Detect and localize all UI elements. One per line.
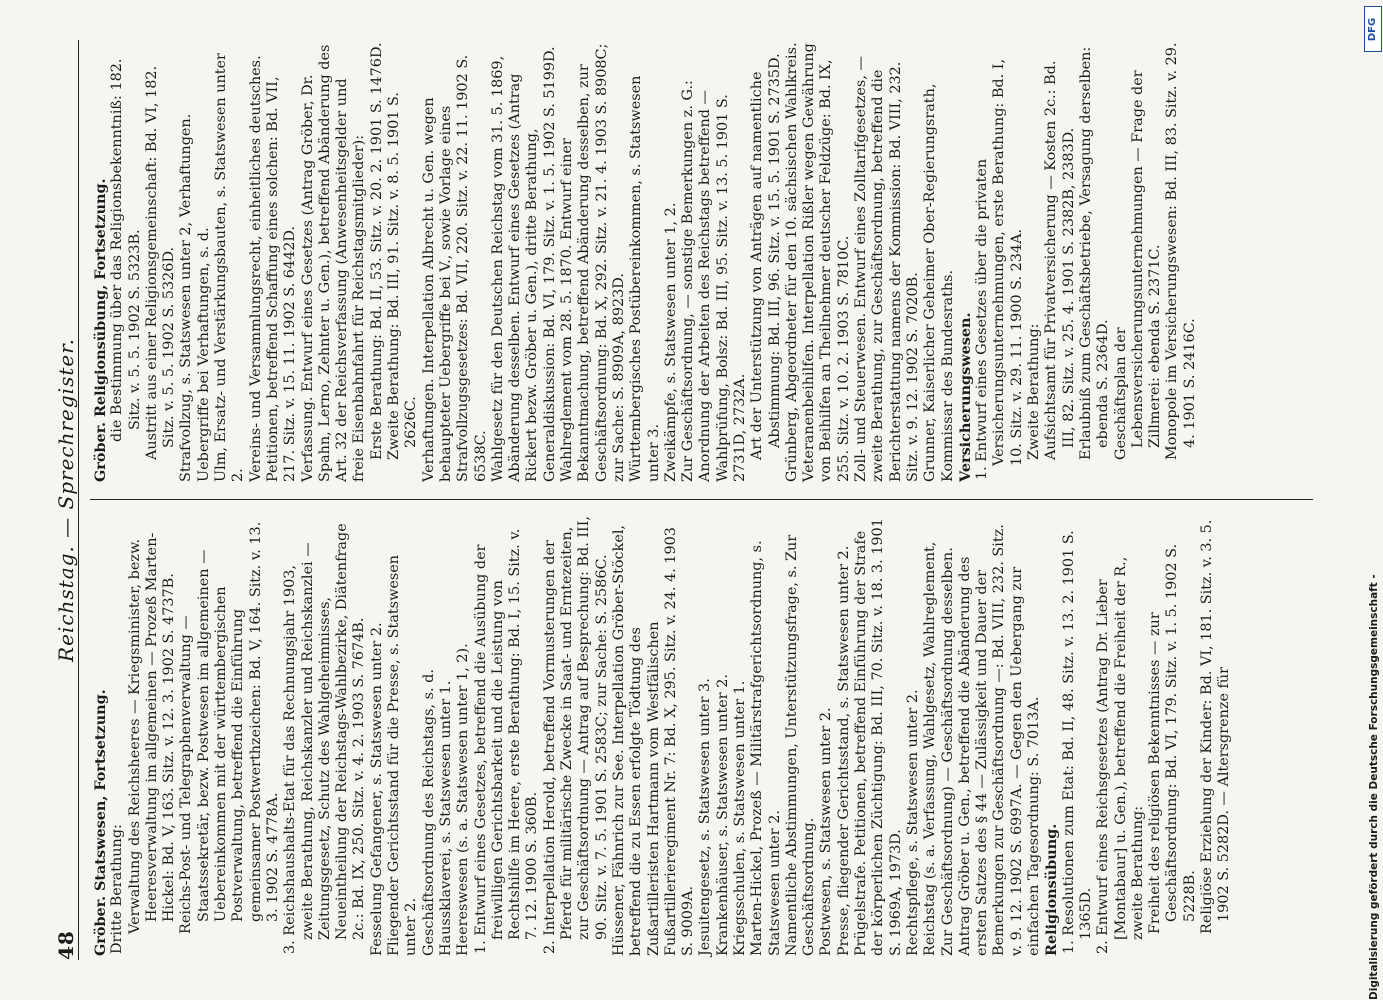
- index-entry: Verfassung. Entwurf eines Gesetzes (Antrag Gröber, Dr. Spahn, Lerno, Zehnter u. Gen.), betreffend Abänderung des Art. 32 der Reichsverfassung (Anwesenheitsgelder und freie Eisenbahnfahrt für Reichstagsmitglieder):: [299, 44, 368, 482]
- index-entry: 1. Entwurf eines Gesetzes über die privaten Versicherungsunternehmungen, erste Berathung: Bd. I, 10. Sitz. v. 29. 11. 1900 S. 234A.: [974, 58, 1025, 480]
- index-entry: Reichstag (s. a. Verfassung, Wahlgesetz, Wahlreglement, Zur Geschäftsordnung) — Geschäftsordnung desselben. Antrag Gröber u. Gen., betreffend die Abänderung des ersten Satzes des § 44 — Zulässigkeit und Dauer der Bemerkungen zur Geschäftsordnung —: Bd. VIII, 232. Sitz. v. 9. 12. 1902 S. 6997A. — Gegen den Uebergang zur einfachen Tagesordnung: S. 7013A.: [922, 524, 1043, 956]
- index-entry: Heereswesen (s. a. Statswesen unter 1, 2).: [455, 643, 472, 956]
- index-entry: die Bestimmung über das Religionsbekenntniß: 182. Sitz. v. 5. 5. 1902 S. 5323B.: [109, 58, 143, 442]
- index-entry: Ulm, Ersatz- und Verstärkungsbauten, s. Statswesen unter 2.: [213, 53, 247, 482]
- index-entry: Vereins- und Versammlungsrecht, einheitliches deutsches. Petitionen, betreffend Schaffung eines solchen: Bd. VII, 217. Sitz. v. 15. 11. 1902 S. 6442D.: [247, 55, 299, 482]
- index-entry: Zweikämpfe, s. Statswesen unter 1, 2.: [662, 202, 679, 482]
- index-entry: Geschäftsplan der Lebensversicherungsunternehmungen — Frage der Zillmerei: ebenda S. 2371C.: [1112, 70, 1164, 460]
- index-entry: Freiheit des religiösen Bekenntnisses — zur Geschäftsordnung: Bd. VI, 179. Sitz. v. 1. 5. 1902 S. 5228B.: [1147, 543, 1198, 934]
- running-title: Reichstag. — Sprechregister.: [54, 338, 78, 662]
- index-entry: Art der Unterstützung von Anträgen auf namentliche Abstimmung: Bd. III, 96. Sitz. v. 15. 5. 1901 S. 2735D.: [749, 53, 783, 460]
- index-entry: Haussklaverei, s. Statswesen unter 1.: [437, 680, 454, 956]
- index-entry: Gröber. Statswesen, Fortsetzung.: [92, 689, 109, 956]
- index-entry: Presse, fliegender Gerichtsstand, s. Statswesen unter 2.: [835, 545, 852, 956]
- index-entry: Jesuitengesetz, s. Statswesen unter 3.: [697, 678, 714, 956]
- index-entry: 1. Entwurf eines Gesetzes, betreffend die Ausübung der freiwilligen Gerichtsbarkeit und die Leistung von Rechtshilfe im Heere, erste Berathung: Bd. I, 15. Sitz. v. 7. 12. 1900 S. 360B.: [472, 528, 541, 954]
- index-entry: Krankenhäuser, s. Statswesen unter 2.: [714, 674, 731, 956]
- left-column: [92, 516, 1234, 956]
- column-divider: [90, 499, 1313, 500]
- index-entry: 2. Interpellation Herold, betreffend Vormusterungen der Pferde für militärische Zwecke in Saat- und Erntezeiten, zur Geschäftsordnung — Antrag auf Besprechung: Bd. III, 90. Sitz. v. 7. 5. 1901 S. 2583C; zur Sache: S. 2586C.: [541, 516, 610, 954]
- index-entry: Austritt aus einer Religionsgemeinschaft: Bd. VI, 182. Sitz. v. 5. 5. 1902 S. 5326D.: [143, 65, 178, 460]
- index-entry: Grunner, Kaiserlicher Geheimer Ober-Regierungsrath, Kommissar des Bundesraths.: [922, 83, 956, 482]
- index-entry: Württembergisches Postübereinkommen, s. Statswesen unter 3.: [628, 75, 662, 482]
- index-entry: Wahlreglement vom 28. 5. 1870. Entwurf einer Bekanntmachung, betreffend Abänderung desselben, zur Geschäftsordnung: Bd. X, 292. Sitz. v. 21. 4. 1903 S. 8908C; zur Sache: S. 8909A, 8923D.: [559, 43, 627, 482]
- index-entry: 2. Entwurf eines Reichsgesetzes (Antrag Dr. Lieber [Montabaur] u. Gen.), betreffend die Freiheit der R., zweite Berathung:: [1095, 556, 1146, 954]
- index-entry: Grünberg, Abgeordneter für den 10. sächsischen Wahlkreis.: [783, 42, 800, 482]
- index-entry: Zur Geschäftsordnung, — sonstige Bemerkungen z. G.: Anordnung der Arbeiten des Reichstags betreffend — Wahlprüfung, Bolsz: Bd. III, 95. Sitz. v. 13. 5. 1901 S. 2731D, 2732A.: [680, 80, 748, 482]
- index-entry: Dritte Berathung:: [109, 824, 126, 954]
- page-number: 48: [54, 930, 78, 960]
- index-entry: Erste Berathung: Bd. II, 53. Sitz. v. 20. 2. 1901 S. 1476D.: [368, 42, 385, 460]
- digitization-credit: [1364, 380, 1380, 1000]
- index-entry: Aufsichtsamt für Privatversicherung — Kosten 2c.: Bd. III, 82. Sitz. v. 25. 4. 1901 S. 2382B, 2383D.: [1043, 60, 1077, 460]
- index-entry: Zweite Berathung: Bd. III, 91. Sitz. v. 8. 5. 1901 S. 2626C.: [386, 92, 420, 460]
- index-entry: Postwesen, s. Statswesen unter 2.: [818, 707, 835, 956]
- index-entry: Namentliche Abstimmungen, Unterstützungsfrage, s. Zur Geschäftsordnung.: [783, 534, 818, 956]
- header-rule: [78, 40, 79, 960]
- index-entry: Zweite Berathung:: [1026, 323, 1043, 460]
- index-entry: Marten-Hickel, Prozeß — Militärstrafgerichtsordnung, s. Statswesen unter 2.: [749, 540, 783, 956]
- index-entry: Wahlgesetz für den Deutschen Reichstag vom 31. 5. 1869, Abänderung desselben. Entwurf eines Gesetzes (Antrag Rickert bezw. Gröber u. Gen.), dritte Berathung, Generaldiskussion: Bd. VI, 179. Sitz. v. 1. 5. 1902 S. 5199D.: [489, 46, 558, 482]
- index-entry: Gröber. Religionsübung, Fortsetzung.: [92, 178, 109, 482]
- credit-text: Digitalisierung gefördert durch die Deutsche Forschungsgemeinschaft -: [1368, 574, 1380, 1000]
- dfg-logo: [1364, 6, 1382, 52]
- right-column: [92, 42, 1199, 482]
- index-entry: Religiöse Erziehung der Kinder: Bd. VI, 181. Sitz. v. 3. 5. 1902 S. 5282D. — Altersgrenze für: [1199, 519, 1233, 934]
- index-entry: Strafvollzug, s. Statswesen unter 2, Verhaftungen.: [178, 113, 195, 482]
- index-entry: Veteranenbeihilfen. Interpellation Rißler wegen Gewährung von Beihilfen an Theilnehmer deutscher Feldzüge: Bd. IX, 255. Sitz. v. 10. 2. 1903 S. 7810C.: [801, 43, 852, 482]
- dfg-logo-text: DFG: [1367, 17, 1379, 41]
- index-entry: Fesselung Gefangener, s. Statswesen unter 2.: [368, 622, 385, 956]
- index-entry: 3. Reichshaushalts-Etat für das Rechnungsjahr 1903, zweite Berathung, Reichskanzler und Reichskanzlei — Zeitungsgesetz, Schutz des Wahlgeheimnisses, Neueintheilung der Reichstags-Wahlbezirke, Diätenfrage 2c.: Bd. IX, 250. Sitz. v. 4. 2. 1903 S. 7674B.: [282, 523, 368, 954]
- index-entry: Verwaltung des Reichsheeres — Kriegsminister, bezw. Heeresverwaltung im allgemeinen — Prozeß Marten-Hickel: Bd. V, 163. Sitz. v. 12. 3. 1902 S. 4737B.: [126, 532, 178, 934]
- index-entry: Zoll- und Steuerwesen. Entwurf eines Zolltarifgesetzes, — zweite Berathung, zur Geschäftsordnung, betreffend die Berichterstattung namens der Kommission: Bd. VIII, 232. Sitz. v. 9. 12. 1902 S. 7020B.: [853, 56, 921, 482]
- index-entry: Fliegender Gerichtsstand für die Presse, s. Statswesen unter 2.: [386, 554, 420, 956]
- index-entry: 1. Resolutionen zum Etat: Bd. II, 48. Sitz. v. 13. 2. 1901 S. 1365D.: [1060, 530, 1094, 954]
- index-entry: Monopole im Versicherungswesen: Bd. III, 83. Sitz. v. 29. 4. 1901 S. 2416C.: [1164, 42, 1198, 460]
- index-entry: Kriegsschulen, s. Statswesen unter 1.: [731, 680, 748, 956]
- index-entry: Reichs-Post- und Telegraphenverwaltung — Staatssekretär, bezw. Postwesen im allgemeinen — Uebereinkommen mit der württembergischen Postverwaltung, betreffend die Einführung gemeinsamer Postwerthzeichen: Bd. V, 164. Sitz. v. 13. 3. 1902 S. 4778A.: [178, 521, 281, 934]
- index-entry: Geschäftsordnung des Reichstags, s. d.: [420, 669, 437, 956]
- index-entry: Religionsübung.: [1043, 823, 1061, 956]
- index-entry: Erlaubniß zum Geschäftsbetriebe, Versagung derselben: ebenda S. 2364D.: [1077, 46, 1112, 460]
- index-entry: Uebergriffe bei Verhaftungen, s. d.: [195, 227, 212, 482]
- index-entry: Versicherungswesen.: [956, 312, 974, 482]
- page-header: [40, 40, 80, 960]
- index-entry: Prügelstrafe. Petitionen, betreffend Einführung der Strafe der körperlichen Züchtigung: Bd. III, 70. Sitz. v. 18. 3. 1901 S. 1969A, 1973D.: [853, 518, 904, 956]
- index-entry: Rechtspflege, s. Statswesen unter 2.: [904, 689, 921, 956]
- index-entry: Hüssener, Fähnrich zur See. Interpellation Gröber-Stöckel, betreffend die zu Essen erfolgte Tödtung des Zußartilleristen Hartmann vom Westfälischen Fußartillerieregiment Nr. 7: Bd. X, 295. Sitz. v. 24. 4. 1903 S. 9009A.: [610, 524, 697, 956]
- index-entry: Verhaftungen. Interpellation Albrecht u. Gen. wegen behaupteter Uebergriffe bei V., sowie Vorlage eines Strafvollzugsgesetzes: Bd. VII, 220. Sitz. v. 22. 11. 1902 S. 6538C.: [420, 54, 489, 482]
